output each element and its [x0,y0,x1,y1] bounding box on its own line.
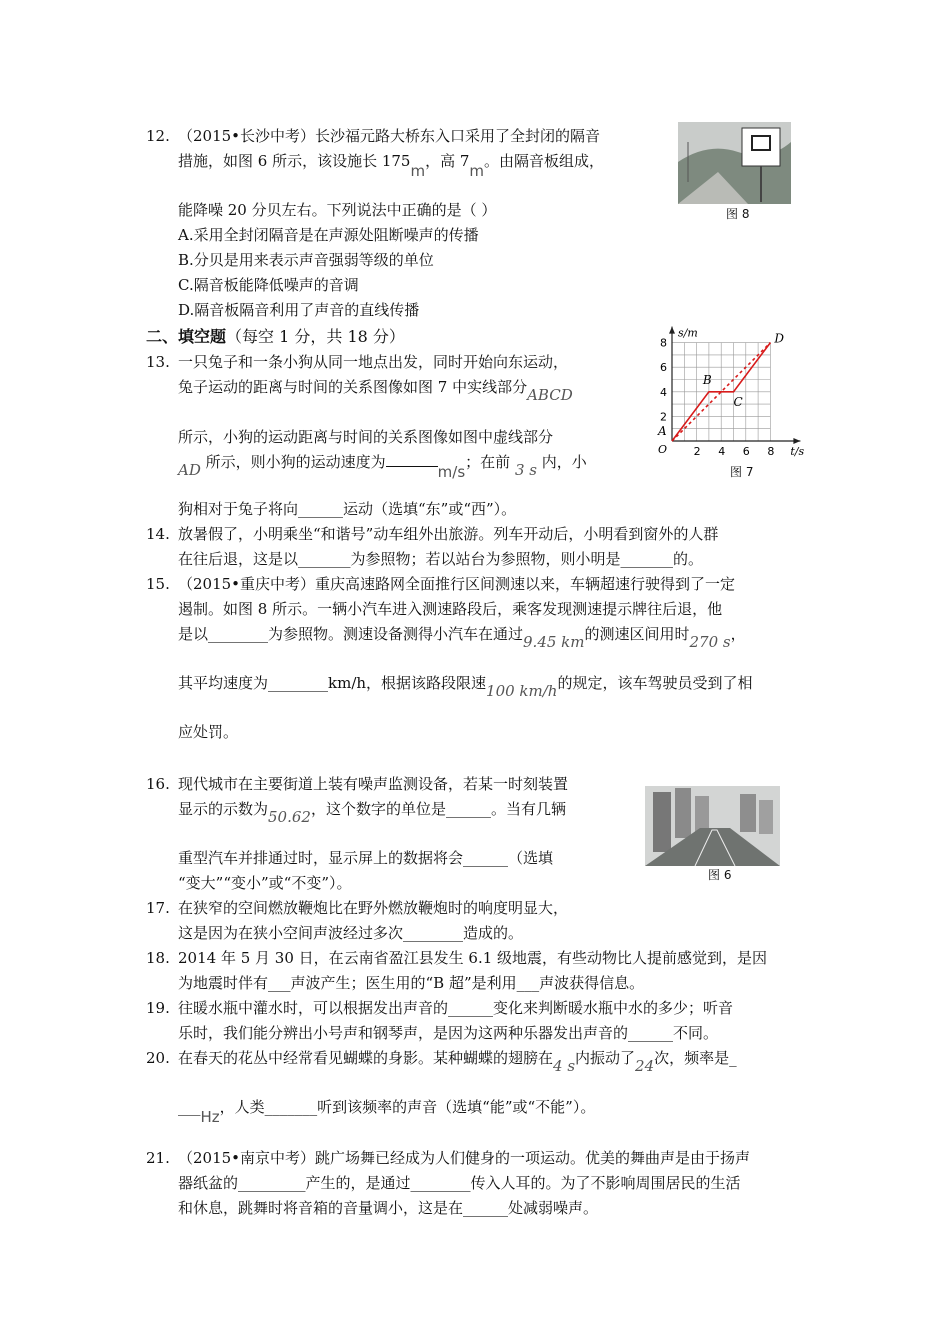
question-text: 重型汽车并排通过时，显示屏上的数据将会______（选填 [178,849,554,867]
figure-7-caption: 图 7 [730,465,754,479]
figure-6-caption: 图 6 [708,868,732,882]
question-number: 21. [146,1149,170,1167]
question-number: 19. [146,999,170,1017]
y-tick-label: 6 [660,361,667,375]
question-text: “变大”“变小”或“不变”）。 [178,874,352,892]
y-tick-label: 2 [660,410,667,424]
y-axis-arrow [669,327,675,334]
question-text: 所示，小狗的运动距离与时间的关系图像如图中虚线部分 [178,428,554,446]
question-text: 乐时，我们能分辨出小号声和钢琴声，是因为这两种乐器发出声音的______不同。 [178,1024,719,1042]
question-number: 18. [146,949,170,967]
question-text: 往暖水瓶中灌水时，可以根据发出声音的______变化来判断暖水瓶中水的多少；听音 [178,999,734,1017]
option-b: B.分贝是用来表示声音强弱等级的单位 [178,251,434,269]
y-tick-label: 8 [660,336,667,350]
question-text: 2014 年 5 月 30 日，在云南省盈江县发生 6.1 级地震，有些动物比人提前感觉到，是因 [178,949,768,967]
figure-6-photo [645,786,780,866]
question-21 [146,1146,806,1221]
x-tick-label: 2 [693,445,701,458]
question-text: （2015•长沙中考）长沙福元路大桥东入口采用了全封闭的隔音 [178,127,601,145]
question-number: 17. [146,899,170,917]
question-text: 在狭窄的空间燃放鞭炮比在野外燃放鞭炮时的响度明显大， [178,899,569,917]
question-text: （2015•重庆中考）重庆高速路网全面推行区间测速以来，车辆超速行驶得到了一定 [178,575,736,593]
question-number: 16. [146,775,170,793]
math: 9.45 km [523,633,585,651]
question-text: 应处罚。 [178,723,239,741]
question-text: 为地震时伴有___声波产生；医生用的“B 超”是利用___声波获得信息。 [178,974,645,992]
x-axis-label: t/s [790,445,805,458]
origin-label: O [658,443,668,456]
math: 4 s [553,1057,576,1075]
x-axis-arrow [793,438,800,444]
math: AD [178,461,201,479]
question-18 [146,946,806,996]
question-text: 兔子运动的距离与时间的关系图像如图 7 中实线部分ABCD [178,378,573,404]
option-d: D.隔音板隔音利用了声音的直线传播 [178,301,420,319]
figure-8-caption: 图 8 [726,207,750,221]
unit: m [410,162,426,180]
question-text: （2015•南京中考）跳广场舞已经成为人们健身的一项运动。优美的舞曲声是由于扬声 [178,1149,751,1167]
question-text: 现代城市在主要街道上装有噪声监测设备，若某一时刻装置 [178,775,569,793]
question-text: 能降噪 20 分贝左右。下列说法中正确的是（ ） [178,201,497,219]
option-c: C.隔音板能降低噪声的音调 [178,276,359,294]
question-17 [146,896,806,946]
point-label: A [658,424,667,438]
point-label: B [702,372,712,387]
question-number: 15. [146,575,170,593]
figure-7-chart [650,318,810,463]
question-20 [146,1046,806,1126]
math: 3 s [514,461,537,479]
question-text: 遏制。如图 8 所示。一辆小汽车进入测速路段后，乘客发现测速提示牌往后退，他 [178,600,723,618]
question-15 [146,572,806,745]
question-16 [146,772,626,896]
question-14 [146,522,806,572]
question-number: 20. [146,1049,170,1067]
figure-8-photo [678,122,791,204]
x-tick-label: 4 [718,445,726,458]
question-number: 12. [146,127,170,145]
question-text: 放暑假了，小明乘坐“和谐号”动车组外出旅游。列车开动后，小明看到窗外的人群 [178,525,719,543]
question-text: 狗相对于兔子将向______运动（选填“东”或“西”）。 [178,500,517,518]
question-text: 这是因为在狭小空间声波经过多次________造成的。 [178,924,524,942]
point-label: C [733,394,743,409]
question-text: 器纸盆的_________产生的，是通过________传入人耳的。为了不影响周围居民的生活 [178,1174,741,1192]
question-text: 在春天的花丛中经常看见蝴蝶的身影。某种蝴蝶的翅膀在4 s内振动了24次，频率是_ [178,1049,737,1075]
question-number: 14. [146,525,170,543]
section-title: 二、填空题（每空 1 分，共 18 分） [146,327,405,346]
question-text: 显示的示数为50.62，这个数字的单位是______。当有几辆 [178,800,566,826]
unit: Hz [200,1108,220,1126]
question-text: 措施，如图 6 所示，该设施长 175m，高 7m。由隔音板组成， [178,152,605,180]
math: ABCD [527,386,573,404]
question-number: 13. [146,353,170,371]
question-text: ___Hz，人类_______听到该频率的声音（选填“能”或“不能”）。 [178,1098,596,1126]
question-text: 一只兔子和一条小狗从同一地点出发，同时开始向东运动， [178,353,569,371]
question-text: 其平均速度为________km/h，根据该路段限速100 km/h的规定，该车驾驶员受到了相 [178,674,753,700]
question-text: AD 所示，则小狗的运动速度为m/s；在前 3 s 内，小 [178,450,626,475]
y-axis-label: s/m [678,326,698,340]
unit: m/s [437,463,466,481]
y-tick-label: 4 [660,385,667,399]
question-text: 和休息，跳舞时将音箱的音量调小，这是在______处减弱噪声。 [178,1199,599,1217]
question-13 [146,350,626,522]
question-text: 在往后退，这是以_______为参照物；若以站台为参照物，则小明是_______的。 [178,550,704,568]
math: 24 [635,1057,655,1075]
math: 100 km/h [486,682,558,700]
question-19 [146,996,806,1046]
option-a: A.采用全封闭隔音是在声源处阻断噪声的传播 [178,226,479,244]
math: 270 s [689,633,731,651]
unit: m [469,162,485,180]
question-text: 是以________为参照物。测速设备测得小汽车在通过9.45 km的测速区间用时270 s， [178,625,746,651]
x-tick-label: 8 [767,445,775,458]
x-tick-label: 6 [742,445,750,458]
math: 50.62 [268,808,311,826]
point-label: D [774,331,785,346]
